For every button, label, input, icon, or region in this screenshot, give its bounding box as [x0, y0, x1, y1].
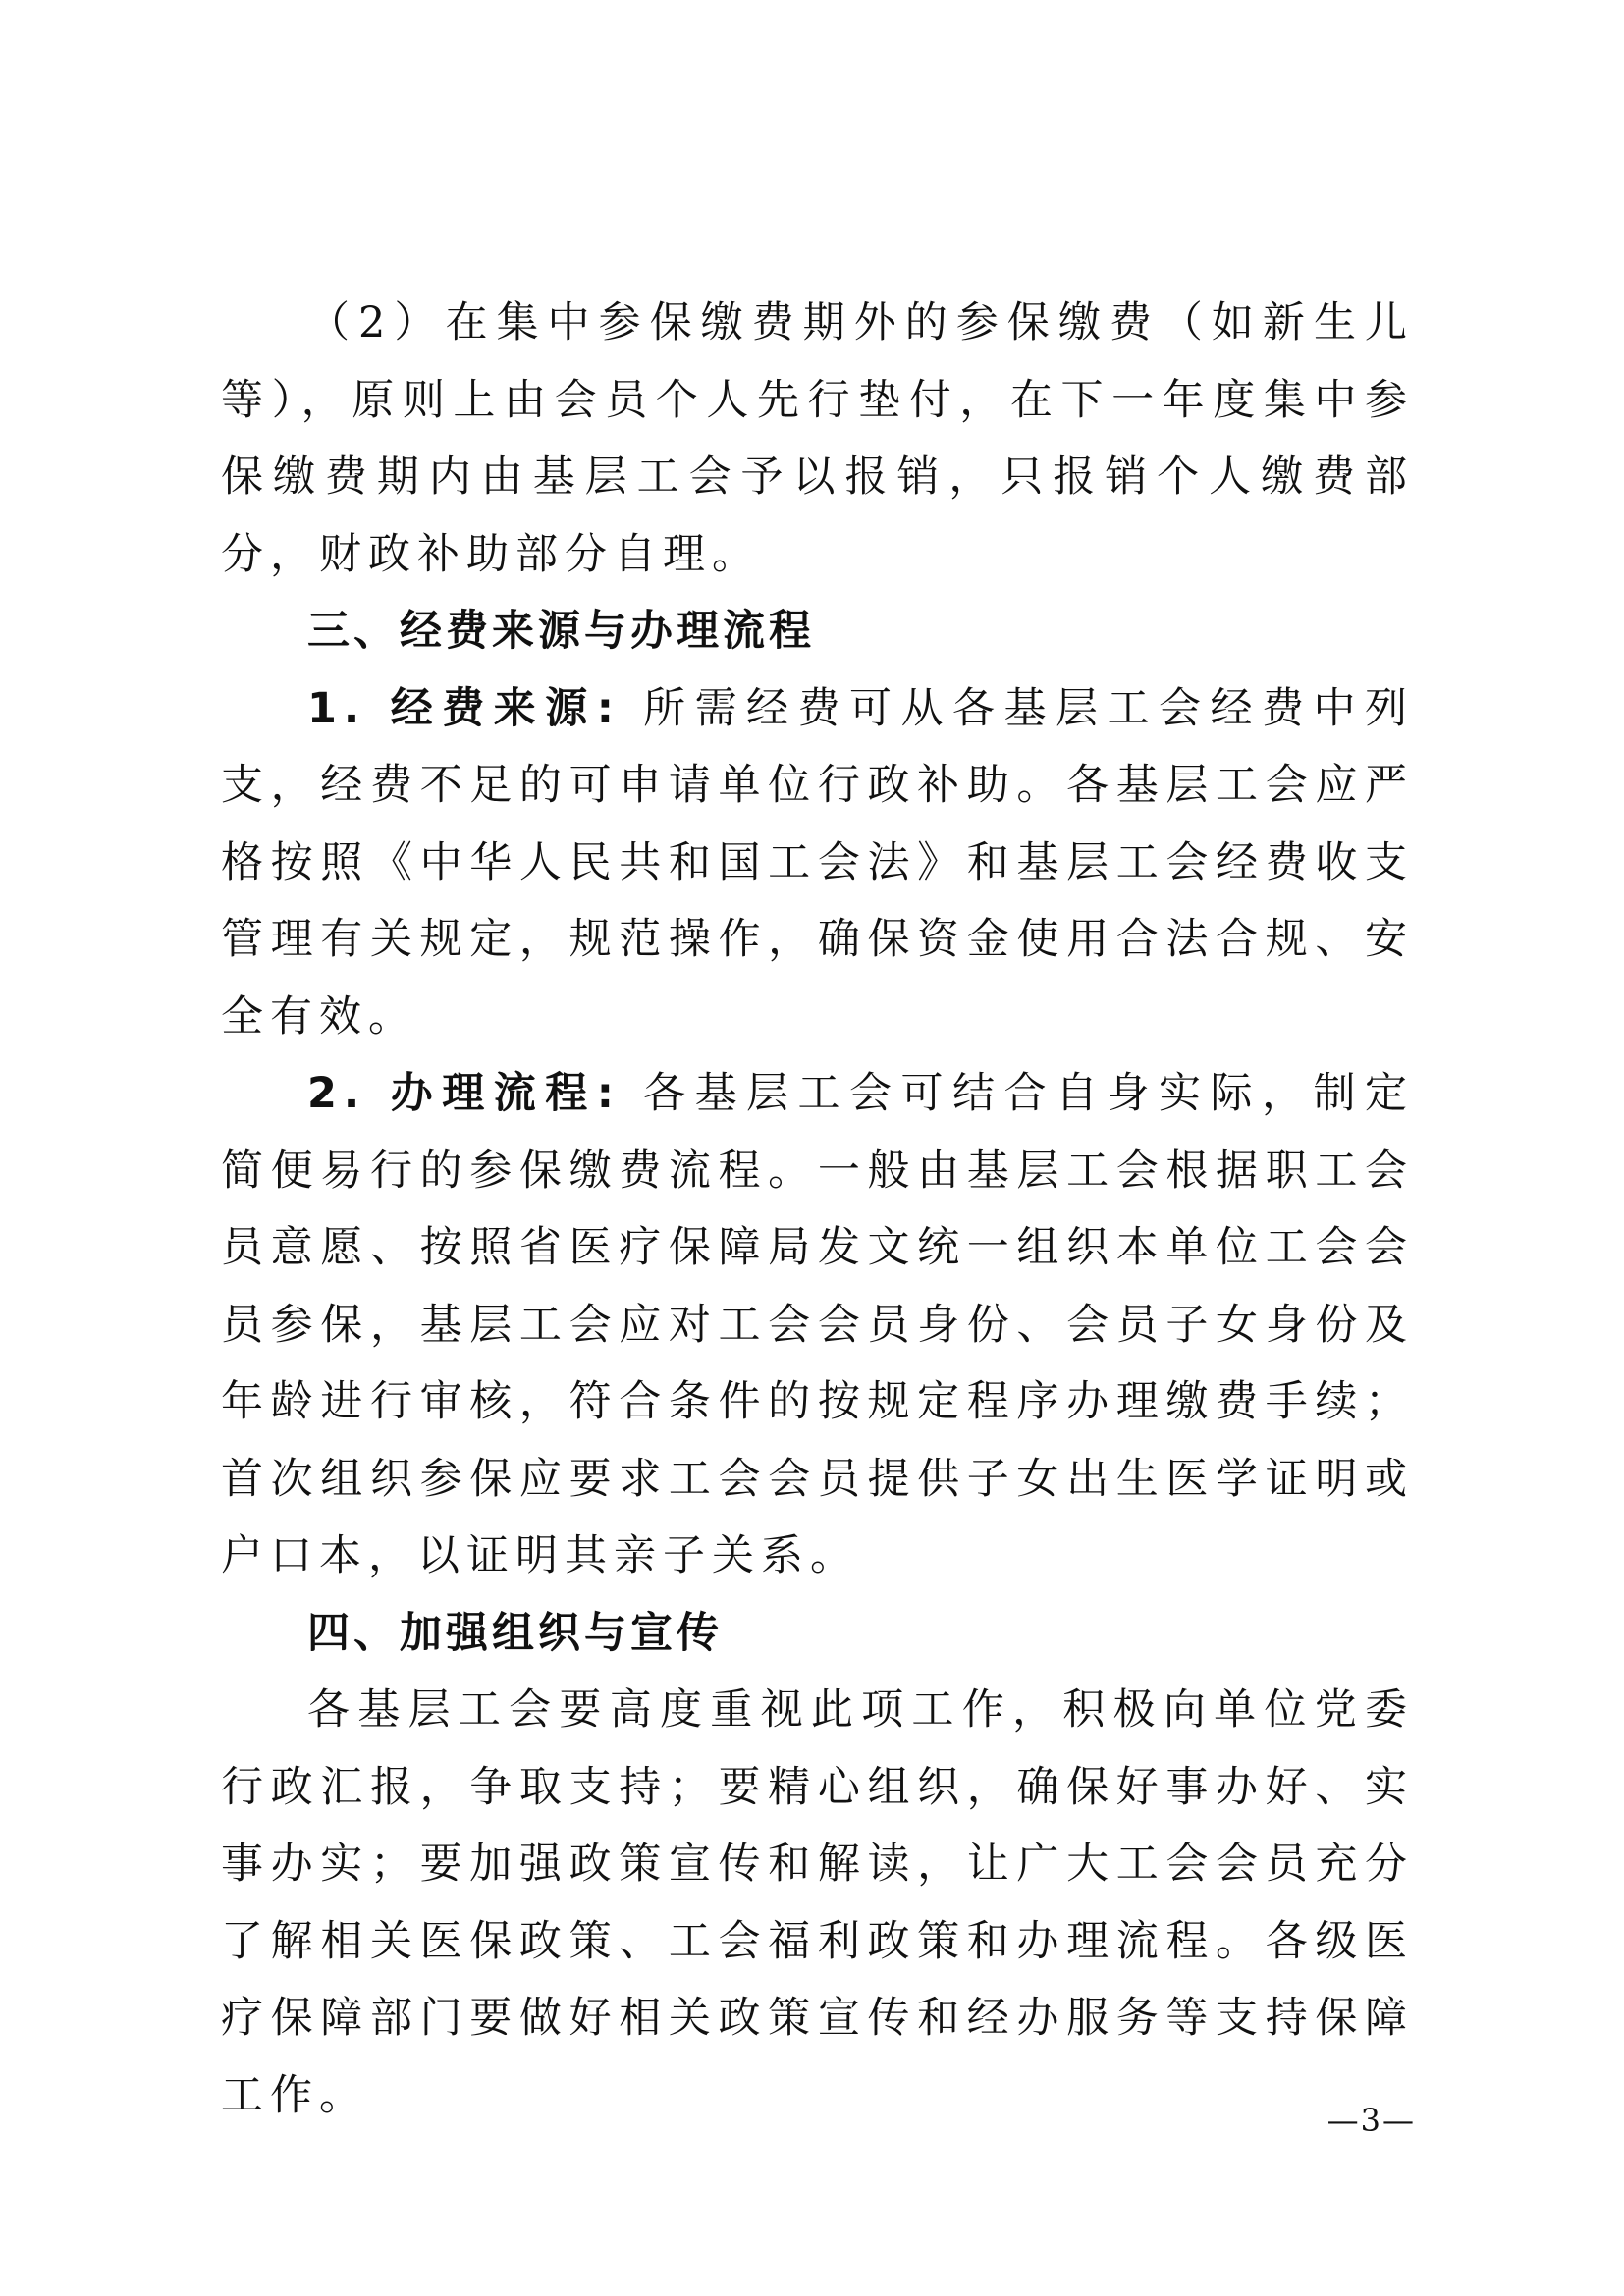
item-funding-source	[221, 670, 1414, 1056]
document-body	[221, 285, 1414, 2134]
paragraph-reimbursement: （2）在集中参保缴费期外的参保缴费（如新生儿等），原则上由会员个人先行垫付，在下一年度集中参保缴费期内由基层工会予以报销，只报销个人缴费部分，财政补助部分自理。	[221, 298, 1414, 579]
item-processing-flow-lead: 2. 办理流程:	[307, 1069, 621, 1118]
section-heading-funding-process: 三、经费来源与办理流程	[307, 607, 815, 656]
paragraph-organization-publicity: 各基层工会要高度重视此项工作，积极向单位党委行政汇报，争取支持；要精心组织，确保好事办好、实事办实；要加强政策宣传和解读，让广大工会会员充分了解相关医保政策、工会福利政策和办理流程。各级医疗保障部门要做好相关政策宣传和经办服务等支持保障工作。	[221, 1685, 1414, 2120]
item-funding-source-text: 所需经费可从各基层工会经费中列支，经费不足的可申请单位行政补助。各基层工会应严格按照《中华人民共和国工会法》和基层工会经费收支管理有关规定，规范操作，确保资金使用合法合规、安全有效。	[221, 683, 1415, 1041]
item-processing-flow-text: 各基层工会可结合自身实际，制定简便易行的参保缴费流程。一般由基层工会根据职工会员意愿、按照省医疗保障局发文统一组织本单位工会会员参保，基层工会应对工会会员身份、会员子女身份及年龄进行审核，符合条件的按规定程序办理缴费手续；首次组织参保应要求工会会员提供子女出生医学证明或户口本，以证明其亲子关系。	[221, 1069, 1415, 1580]
section-heading-organization-publicity: 四、加强组织与宣传	[307, 1608, 723, 1658]
item-processing-flow	[221, 1055, 1414, 1595]
page-number: —3—	[1326, 2102, 1416, 2139]
item-funding-source-lead: 1. 经费来源:	[307, 683, 621, 733]
